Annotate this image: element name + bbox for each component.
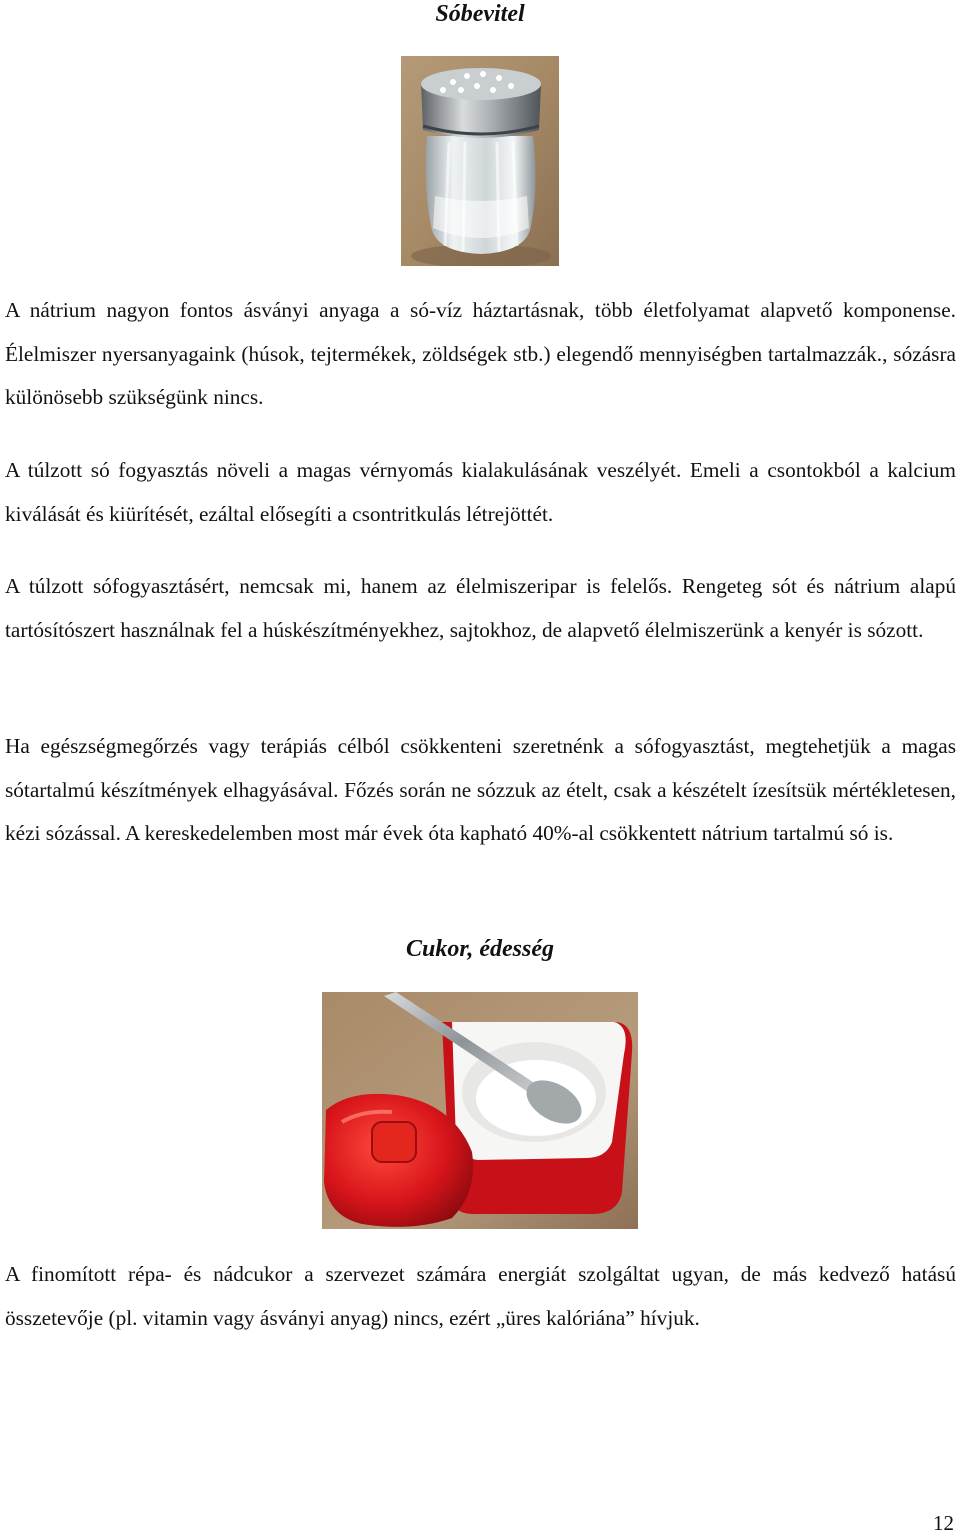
section-title-sugar: Cukor, édesség xyxy=(405,936,554,962)
sugar-bowl-image xyxy=(322,992,638,1229)
paragraph-salt-3: A túlzott sófogyasztásért, nemcsak mi, hanem az élelmiszeripar is felelős. Rengeteg sót és nátrium alapú tartósítószert használnak fel a húskészítményekhez, sajtokhoz, de alapvető élelmiszerünk a kenyér is sózott. xyxy=(5,574,956,642)
salt-shaker-image xyxy=(401,56,559,266)
section-title-salt: Sóbevitel xyxy=(435,1,525,27)
paragraph-salt-2: A túlzott só fogyasztás növeli a magas vérnyomás kialakulásának veszélyét. Emeli a csontokból a kalcium kiválását és kiürítését, ezáltal elősegíti a csontritkulás létrejöttét. xyxy=(5,458,956,526)
paragraph-salt-4: Ha egészségmegőrzés vagy terápiás célból csökkenteni szeretnénk a sófogyasztást, megtehetjük a magas sótartalmú készítmények elhagyásával. Főzés során ne sózzuk az ételt, csak a készételt ízesítsük mértékletesen, kézi sózással. A kereskedelemben most már évek óta kapható 40%-al csökkentett nátrium tartalmú só is. xyxy=(5,734,956,845)
page-number: 12 xyxy=(933,1511,954,1535)
paragraph-sugar-1: A finomított répa- és nádcukor a szervezet számára energiát szolgáltat ugyan, de más kedvező hatású összetevője (pl. vitamin vagy ásványi anyag) nincs, ezért „üres kalóriána” hívjuk. xyxy=(5,1262,956,1330)
paragraph-salt-1: A nátrium nagyon fontos ásványi anyaga a só-víz háztartásnak, több életfolyamat alapvető komponense. Élelmiszer nyersanyagaink (húsok, tejtermékek, zöldségek stb.) elegendő mennyiségben tartalmazzák., sózásra különösebb szükségünk nincs. xyxy=(5,298,956,409)
